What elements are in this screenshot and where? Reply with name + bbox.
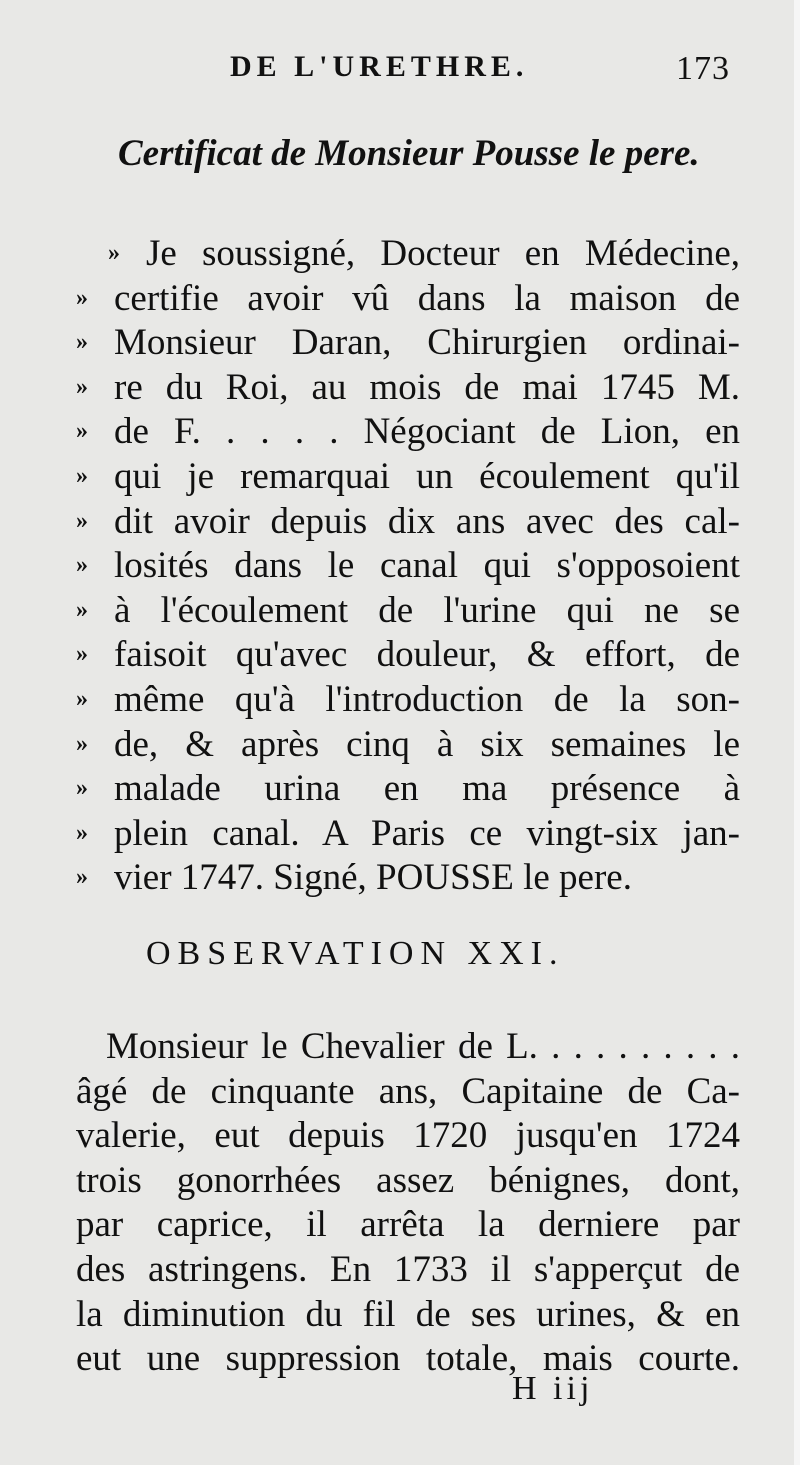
- line-text: re du Roi, au mois de mai 1745 M.: [114, 366, 740, 408]
- line-text: losités dans le canal qui s'opposoient: [114, 545, 740, 587]
- quote-mark: »: [76, 462, 88, 489]
- line-text: de, & après cinq à six semaines le: [114, 723, 740, 765]
- page-number: 173: [676, 50, 730, 87]
- text-line: âgé de cinquante ans, Capitaine de Ca-: [76, 1070, 740, 1112]
- line-text: plein canal. A Paris ce vingt-six jan-: [114, 812, 740, 854]
- text-line: [0, 633, 800, 678]
- text-line: eut une suppression totale, mais courte.: [76, 1338, 740, 1380]
- text-line: [0, 455, 800, 500]
- line-text: Monsieur Daran, Chirurgien ordinai-: [114, 322, 740, 364]
- quote-mark: »: [76, 819, 88, 846]
- line-text: de F. . . . . Négociant de Lion, en: [114, 411, 740, 453]
- text-line: [0, 544, 800, 589]
- line-text: malade urina en ma présence à: [114, 768, 740, 810]
- certificate-heading: Certificat de Monsieur Pousse le pere.: [118, 133, 700, 174]
- text-line: [0, 321, 800, 366]
- quote-mark: »: [76, 775, 88, 802]
- line-text: même qu'à l'introduction de la son-: [114, 678, 740, 720]
- observation-heading: OBSERVATION XXI.: [146, 935, 565, 972]
- certificate-text: [0, 232, 800, 901]
- quote-mark: »: [76, 641, 88, 668]
- quote-mark: »: [76, 596, 88, 623]
- running-title: DE L'URETHRE.: [230, 50, 529, 83]
- text-line: [0, 366, 800, 411]
- line-text: à l'écoulement de l'urine qui ne se: [114, 589, 740, 631]
- line-text: Je soussigné, Docteur en Médecine,: [146, 233, 740, 274]
- quote-mark: »: [76, 329, 88, 356]
- quote-mark: »: [76, 685, 88, 712]
- text-line: la diminution du fil de ses urines, & en: [76, 1293, 740, 1335]
- text-line: Monsieur le Chevalier de L. . . . . . . . . .: [106, 1026, 740, 1067]
- text-line: [0, 723, 800, 768]
- line-text: dit avoir depuis dix ans avec des cal-: [114, 500, 740, 542]
- quote-mark: »: [108, 240, 120, 266]
- running-head: [0, 50, 800, 100]
- text-line: [0, 812, 800, 857]
- text-line: trois gonorrhées assez bénignes, dont,: [76, 1159, 740, 1201]
- line-text: faisoit qu'avec douleur, & effort, de: [114, 634, 740, 676]
- text-line: des astringens. En 1733 il s'apperçut de: [76, 1248, 740, 1290]
- line-text: certifie avoir vû dans la maison de: [114, 277, 740, 319]
- quote-mark: »: [76, 418, 88, 445]
- text-line: [0, 856, 800, 901]
- text-line: [0, 500, 800, 545]
- text-line: [0, 232, 800, 277]
- text-line: [0, 277, 800, 322]
- quote-mark: »: [76, 864, 88, 891]
- text-line: [0, 678, 800, 723]
- text-line: par caprice, il arrêta la derniere par: [76, 1204, 740, 1246]
- observation-text: [76, 1025, 740, 1382]
- text-line: [0, 410, 800, 455]
- text-line: [0, 767, 800, 812]
- text-line: valerie, eut depuis 1720 jusqu'en 1724: [76, 1115, 740, 1157]
- signature-mark: H iij: [512, 1370, 594, 1407]
- quote-mark: »: [76, 373, 88, 400]
- quote-mark: »: [76, 507, 88, 534]
- quote-mark: »: [76, 552, 88, 579]
- line-text: qui je remarquai un écoulement qu'il: [114, 455, 740, 497]
- line-text: vier 1747. Signé, POUSSE le pere.: [114, 857, 632, 899]
- text-line: [0, 589, 800, 634]
- quote-mark: »: [76, 730, 88, 757]
- quote-mark: »: [76, 284, 88, 311]
